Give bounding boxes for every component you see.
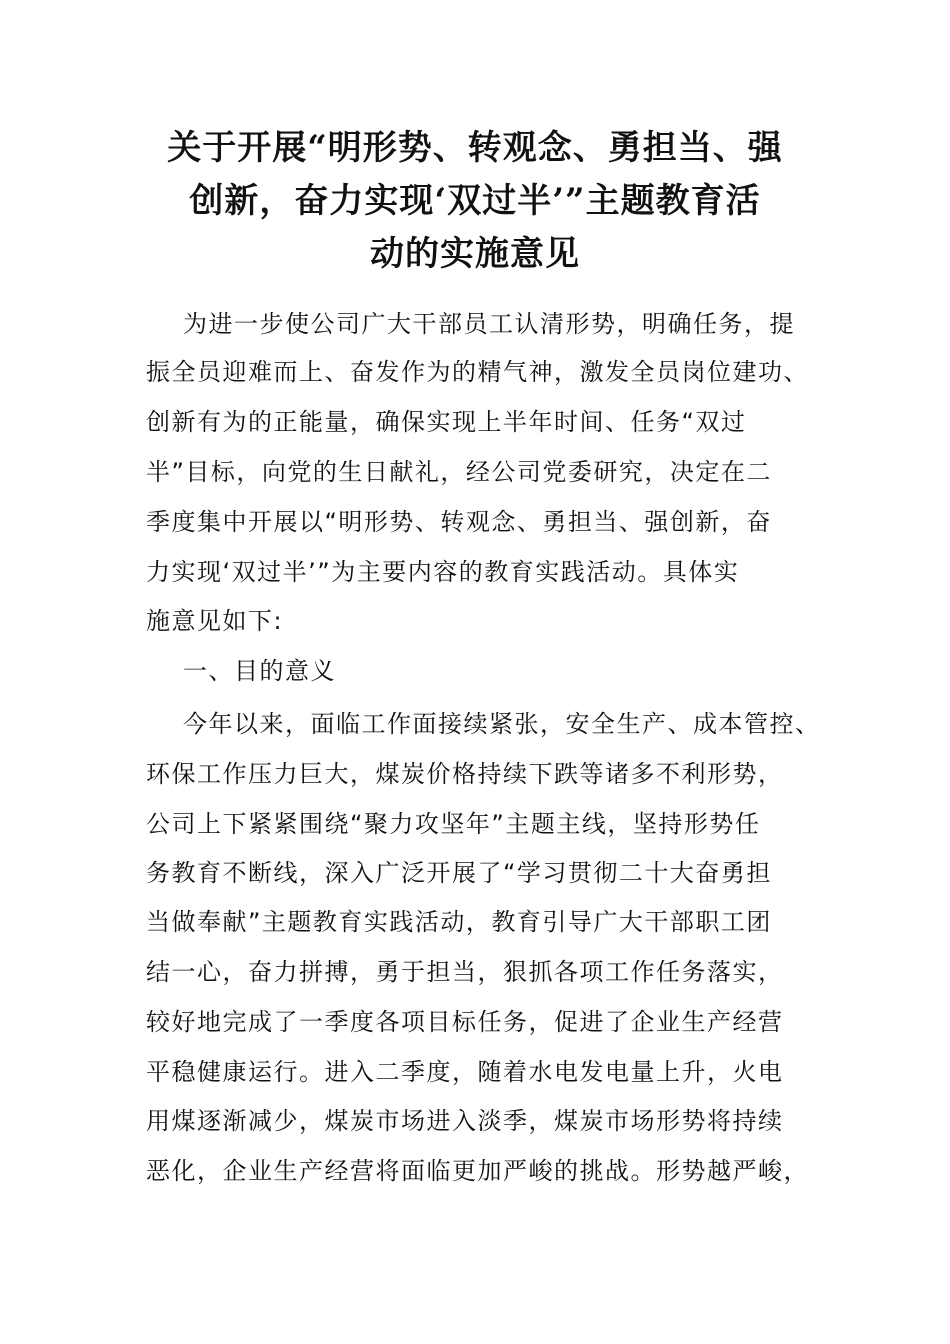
intro-line-1: 为进一步使公司广大干部员工认清形势，明确任务，提 — [183, 310, 795, 338]
intro-line-5: 季度集中开展以“明形势、转观念、勇担当、强创新，奋 — [146, 508, 772, 536]
section-line-6: 结一心，奋力拼搏，勇于担当，狠抓各项工作任务落实， — [146, 958, 784, 986]
section-line-2: 环保工作压力巨大，煤炭价格持续下跌等诸多不利形势， — [146, 760, 784, 788]
section-line-1: 今年以来，面临工作面接续紧张，安全生产、成本管控、 — [183, 710, 821, 738]
title-line-3: 动的实施意见 — [370, 234, 580, 274]
document-title — [150, 122, 800, 281]
intro-line-6: 力实现‘双过半’”为主要内容的教育实践活动。具体实 — [146, 558, 740, 586]
title-line-2: 创新，奋力实现‘双过半’”主题教育活 — [189, 181, 761, 221]
title-line-1: 关于开展“明形势、转观念、勇担当、强 — [167, 128, 783, 168]
section-line-7: 较好地完成了一季度各项目标任务，促进了企业生产经营 — [146, 1008, 784, 1036]
intro-line-4: 半”目标，向党的生日献礼，经公司党委研究，决定在二 — [146, 458, 772, 486]
section-line-8: 平稳健康运行。进入二季度，随着水电发电量上升，火电 — [146, 1058, 784, 1086]
section-line-5: 当做奉献”主题教育实践活动，教育引导广大干部职工团 — [146, 908, 772, 936]
intro-line-2: 振全员迎难而上、奋发作为的精气神，激发全员岗位建功、 — [146, 358, 809, 386]
intro-line-3: 创新有为的正能量，确保实现上半年时间、任务“双过 — [146, 408, 747, 436]
section-heading: 一、目的意义 — [183, 657, 336, 685]
section-line-10: 恶化，企业生产经营将面临更加严峻的挑战。形势越严峻， — [146, 1157, 809, 1185]
intro-line-7: 施意见如下: — [146, 607, 284, 635]
section-line-4: 务教育不断线，深入广泛开展了“学习贯彻二十大奋勇担 — [146, 859, 772, 887]
section-line-9: 用煤逐渐减少，煤炭市场进入淡季，煤炭市场形势将持续 — [146, 1107, 784, 1135]
section-line-3: 公司上下紧紧围绕“聚力攻坚年”主题主线，坚持形势任 — [146, 810, 761, 838]
